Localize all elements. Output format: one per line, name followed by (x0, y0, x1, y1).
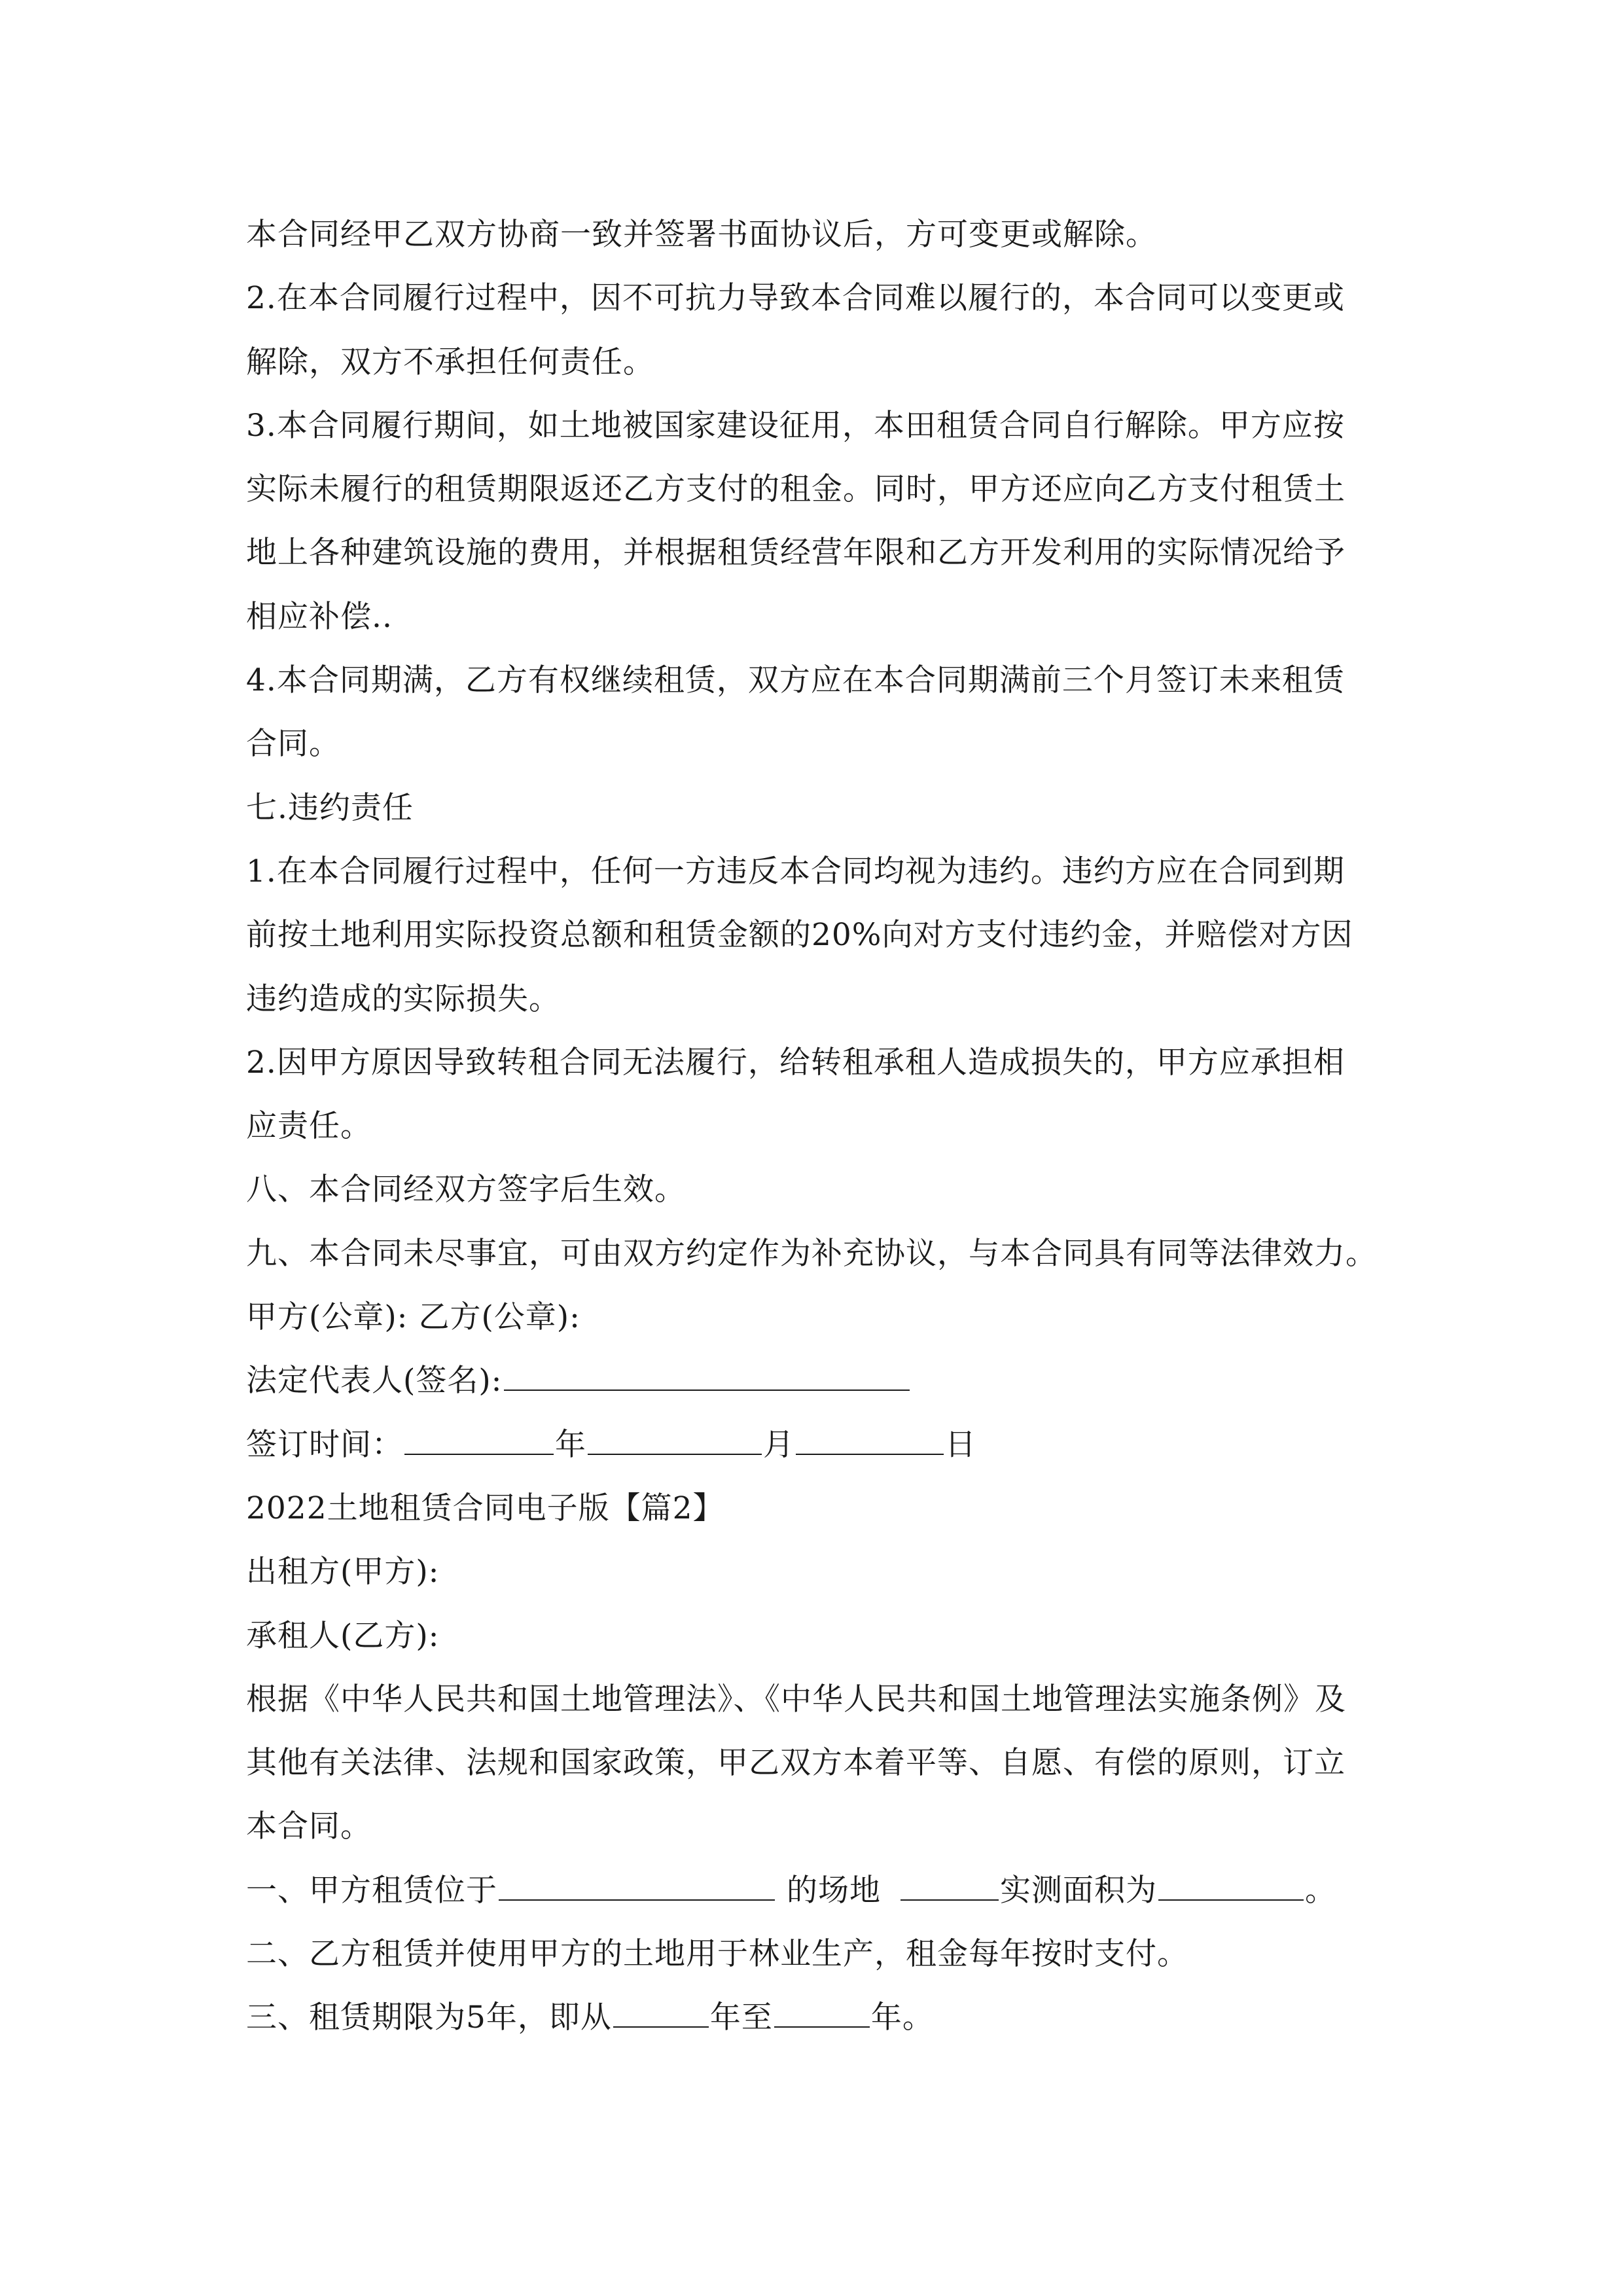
clause-1-prefix: 一、甲方租赁位于 (246, 1872, 497, 1909)
text-line: 1.在本合同履行过程中，任何一方违反本合同均视为违约。违约方应在合同到期 (246, 853, 1345, 889)
text-line: 违约造成的实际损失。 (246, 980, 560, 1017)
sign-date-line (246, 1413, 1385, 1477)
year-blank (404, 1422, 554, 1455)
contract-page (246, 203, 1385, 2050)
clause-1 (246, 1859, 1385, 1922)
clause-1-site: 的场地 (787, 1872, 881, 1909)
text-line: 相应补偿.. (246, 598, 393, 635)
seal-line: 甲方(公章): 乙方(公章): (246, 1299, 580, 1336)
text-line: 3.本合同履行期间，如土地被国家建设征用，本田租赁合同自行解除。甲方应按 (246, 407, 1345, 444)
lessor-line: 出租方(甲方): (246, 1554, 440, 1590)
text-line: 解除，双方不承担任何责任。 (246, 344, 654, 380)
preamble-line: 根据《中华人民共和国土地管理法》、《中华人民共和国土地管理法实施条例》及 (246, 1681, 1346, 1717)
month-label: 月 (763, 1426, 794, 1463)
text-line: 2.因甲方原因导致转租合同无法履行，给转租承租人造成损失的，甲方应承担相 (246, 1044, 1345, 1081)
clause-1-end: 。 (1305, 1872, 1336, 1909)
text-line: 4.本合同期满，乙方有权继续租赁，双方应在本合同期满前三个月签订未来租赁 (246, 662, 1345, 699)
clause-2: 二、乙方租赁并使用甲方的土地用于林业生产，租金每年按时支付。 (246, 1936, 1188, 1973)
preamble-line: 其他有关法律、法规和国家政策，甲乙双方本着平等、自愿、有偿的原则，订立 (246, 1745, 1346, 1782)
section-title: 2022土地租赁合同电子版【篇2】 (246, 1490, 724, 1526)
field-blank (901, 1868, 999, 1901)
text-line: 实际未履行的租赁期限返还乙方支付的租金。同时，甲方还应向乙方支付租赁土 (246, 471, 1346, 508)
text-line: 2.在本合同履行过程中，因不可抗力导致本合同难以履行的，本合同可以变更或 (246, 280, 1345, 317)
location-blank (499, 1868, 775, 1901)
text-line: 九、本合同未尽事宜，可由双方约定作为补充协议，与本合同具有同等法律效力。 (246, 1235, 1377, 1272)
end-year-blank (774, 1995, 870, 2028)
start-year-blank (613, 1995, 709, 2028)
representative-line (246, 1349, 1385, 1412)
text-line: 八、本合同经双方签字后生效。 (246, 1172, 686, 1208)
sign-date-label: 签订时间： (246, 1426, 403, 1463)
clause-3 (246, 1986, 1385, 2049)
day-blank (796, 1422, 944, 1455)
signature-blank (504, 1358, 910, 1391)
text-line: 本合同经甲乙双方协商一致并签署书面协议后，方可变更或解除。 (246, 217, 1157, 253)
text-line: 应责任。 (246, 1108, 372, 1145)
section-heading: 七.违约责任 (246, 789, 414, 826)
lessee-line: 承租人(乙方): (246, 1617, 440, 1654)
year-label: 年 (555, 1426, 586, 1463)
representative-label: 法定代表人(签名): (246, 1363, 503, 1399)
clause-3-to: 年至 (709, 2000, 773, 2036)
text-line: 合同。 (246, 726, 340, 762)
text-line: 前按土地利用实际投资总额和租赁金额的20%向对方支付违约金，并赔偿对方因 (246, 917, 1353, 954)
clause-3-end: 年。 (870, 2000, 934, 2036)
text-line: 地上各种建筑设施的费用，并根据租赁经营年限和乙方开发利用的实际情况给予 (246, 535, 1346, 571)
day-label: 日 (945, 1426, 976, 1463)
clause-1-area: 实测面积为 (1000, 1872, 1157, 1909)
clause-3-prefix: 三、租赁期限为5年，即从 (246, 2000, 612, 2036)
preamble-line: 本合同。 (246, 1808, 372, 1845)
area-blank (1158, 1868, 1304, 1901)
month-blank (588, 1422, 762, 1455)
